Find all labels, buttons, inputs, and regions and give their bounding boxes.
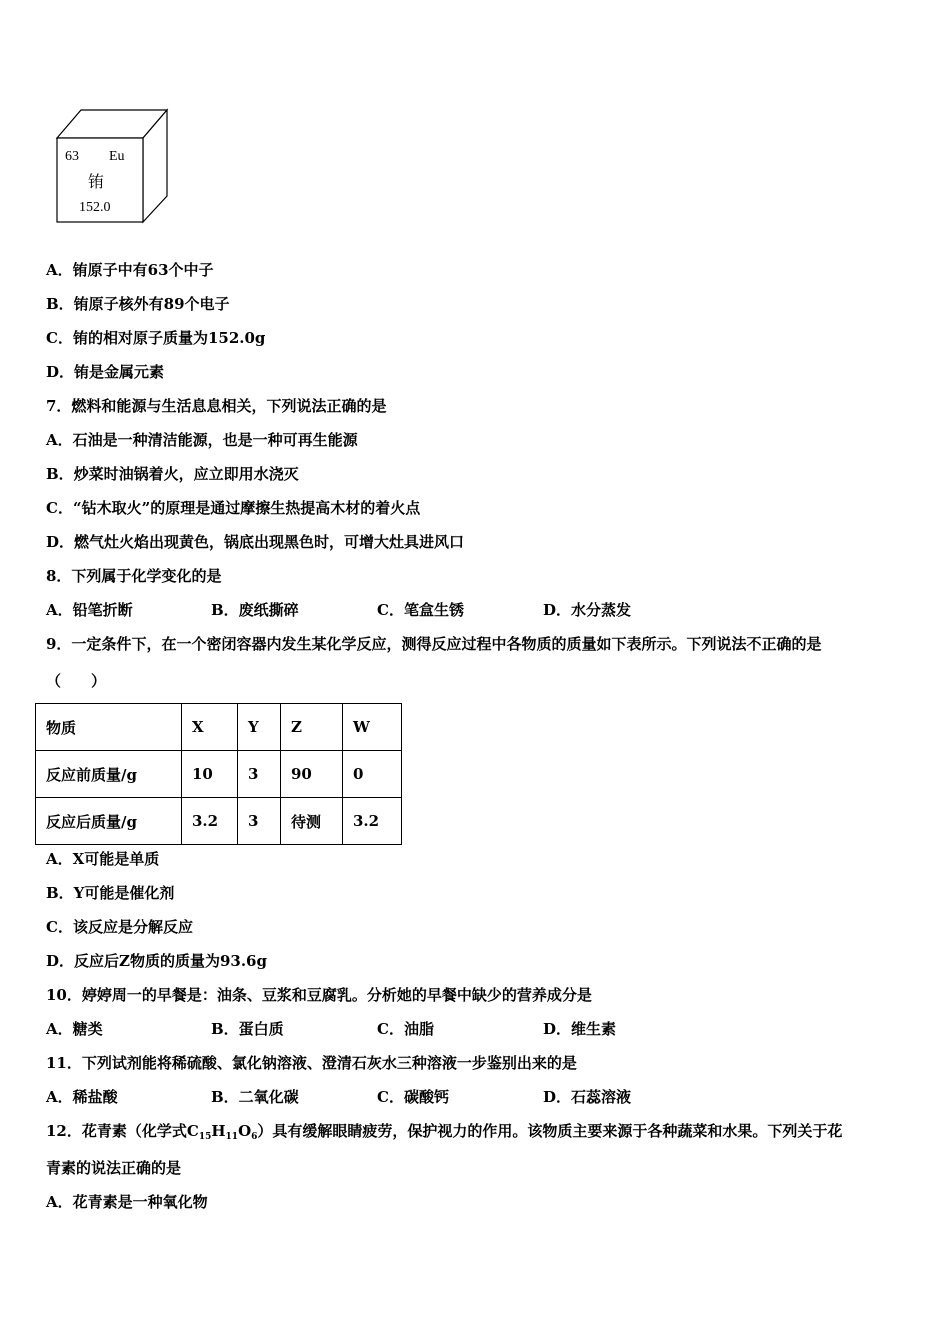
q10-option-b: B．蛋白质 (211, 1020, 284, 1038)
q8-option-a: A．铅笔折断 (46, 601, 133, 619)
q7-option-a: A．石油是一种清洁能源，也是一种可再生能源 (46, 431, 358, 449)
q9-answer-bracket: （ ） (46, 672, 107, 690)
q6-option-a: A．铕原子中有63个中子 (46, 261, 214, 279)
q11-option-b: B．二氧化碳 (211, 1088, 299, 1106)
q6-option-c: C．铕的相对原子质量为152.0g (46, 329, 266, 347)
q12-stem-line2: 青素的说法正确的是 (46, 1159, 182, 1177)
q8-option-c: C．笔盒生锈 (377, 601, 464, 619)
q10-stem: 10．婷婷周一的早餐是：油条、豆浆和豆腐乳。分析她的早餐中缺少的营养成分是 (46, 986, 592, 1004)
q11-stem: 11．下列试剂能将稀硫酸、氯化钠溶液、澄清石灰水三种溶液一步鉴别出来的是 (46, 1054, 577, 1072)
q10-option-c: C．油脂 (377, 1020, 434, 1038)
q9-stem: 9．一定条件下，在一个密闭容器内发生某化学反应，测得反应过程中各物质的质量如下表所示。下列说法不正确的是 (46, 635, 822, 653)
formula-h: H (211, 1122, 226, 1140)
q10-option-a: A．糖类 (46, 1020, 103, 1038)
q9-option-b: B．Y可能是催化剂 (46, 884, 175, 902)
q7-option-c: C．“钻木取火”的原理是通过摩擦生热提高木材的着火点 (46, 499, 421, 517)
chemical-formula (187, 1122, 258, 1140)
q9-mass-table (35, 703, 402, 845)
formula-o-count: 6 (251, 1132, 258, 1142)
element-card-europium (55, 108, 175, 226)
q6-option-b: B．铕原子核外有89个电子 (46, 295, 230, 313)
table-cell: 反应前质量/g (36, 751, 182, 798)
table-cell: Z (281, 704, 343, 751)
table-cell: 0 (343, 751, 402, 798)
q6-option-d: D．铕是金属元素 (46, 363, 165, 381)
q9-option-d: D．反应后Z物质的质量为93.6g (46, 952, 267, 970)
q8-option-b: B．废纸撕碎 (211, 601, 299, 619)
q7-stem: 7．燃料和能源与生活息息相关，下列说法正确的是 (46, 397, 387, 415)
q11-option-a: A．稀盐酸 (46, 1088, 118, 1106)
table-cell: 3 (238, 798, 281, 845)
table-cell: 90 (281, 751, 343, 798)
formula-h-count: 11 (225, 1132, 239, 1142)
table-cell: 3 (238, 751, 281, 798)
q11-option-c: C．碳酸钙 (377, 1088, 449, 1106)
table-cell: 物质 (36, 704, 182, 751)
element-symbol: Eu (109, 149, 125, 164)
q12-stem-prefix: 12．花青素（化学式 (46, 1122, 187, 1140)
element-name: 铕 (88, 172, 105, 191)
atomic-mass: 152.0 (79, 200, 111, 215)
table-cell: 3.2 (343, 798, 402, 845)
q7-option-d: D．燃气灶火焰出现黄色，锅底出现黑色时，可增大灶具进风口 (46, 533, 465, 551)
formula-c-count: 15 (198, 1132, 212, 1142)
q12-stem (46, 1121, 842, 1147)
table-cell: 待测 (281, 798, 343, 845)
table-cell: 10 (182, 751, 238, 798)
q12-option-a: A．花青素是一种氧化物 (46, 1193, 208, 1211)
formula-o: O (238, 1122, 252, 1140)
q10-option-d: D．维生素 (543, 1020, 617, 1038)
table-row (36, 798, 402, 845)
q9-option-c: C．该反应是分解反应 (46, 918, 193, 936)
table-cell: 反应后质量/g (36, 798, 182, 845)
table-row (36, 704, 402, 751)
q8-option-d: D．水分蒸发 (543, 601, 632, 619)
q9-option-a: A．X可能是单质 (46, 850, 160, 868)
table-cell: Y (238, 704, 281, 751)
q8-stem: 8．下列属于化学变化的是 (46, 567, 222, 585)
q7-option-b: B．炒菜时油锅着火，应立即用水浇灭 (46, 465, 299, 483)
table-row (36, 751, 402, 798)
table-cell: W (343, 704, 402, 751)
q12-stem-suffix: ）具有缓解眼睛疲劳，保护视力的作用。该物质主要来源于各种蔬菜和水果。下列关于花 (257, 1122, 843, 1140)
table-cell: X (182, 704, 238, 751)
formula-c: C (186, 1122, 199, 1140)
table-cell: 3.2 (182, 798, 238, 845)
q11-option-d: D．石蕊溶液 (543, 1088, 632, 1106)
atomic-number: 63 (65, 149, 79, 164)
